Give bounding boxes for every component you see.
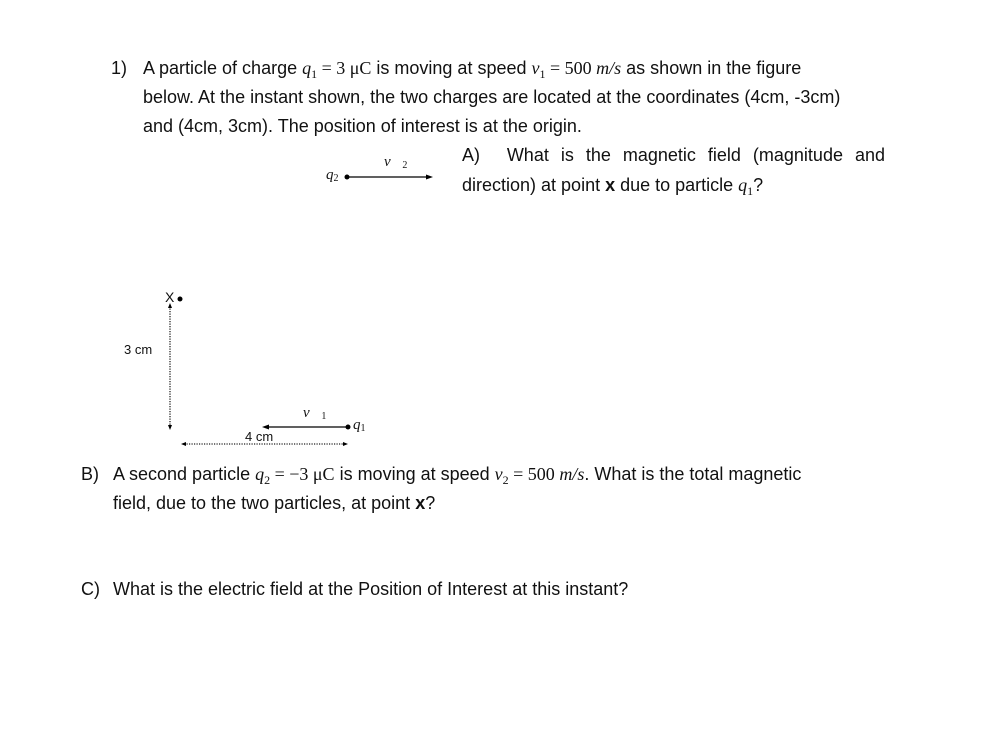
v2-symbol: v — [494, 464, 503, 484]
part-a-line1: A) What is the magnetic field (magnitude and — [462, 145, 885, 165]
part-c-label: C) — [81, 579, 100, 599]
part-a-line2: direction) at point x due to particle $q_1$? — [462, 175, 764, 198]
point-x-ref: x — [415, 493, 426, 513]
horizontal-dimension-label: 4 cm — [245, 429, 274, 444]
q2-value: = −3 μC — [270, 464, 335, 484]
problem-intro-line1: A particle of charge $q_1 = 3$ μC is moving at speed $v_1 = 500$ m/s as shown in the figure — [143, 58, 802, 81]
problem-intro-line2: below. At the instant shown, the two charges are located at the coordinates (4cm, -3cm) — [143, 87, 841, 107]
problem-intro-line3: and (4cm, 3cm). The position of interest is at the origin. — [143, 116, 582, 136]
part-a-label: A) — [462, 145, 480, 165]
point-x-dot — [178, 297, 183, 302]
q2-label: $q_2$ — [326, 167, 339, 184]
q1-symbol: q — [302, 58, 312, 78]
part-b-line2: field, due to the two particles, at point x? — [113, 493, 436, 513]
v1-symbol: v — [531, 58, 540, 78]
q1-value: = 3 μC — [317, 58, 372, 78]
vertical-dimension-label: 3 cm — [124, 342, 153, 357]
part-b-line1: A second particle $q_2 = -3$ μC is moving at speed $v_2 = 500$ m/s. What is the total magnetic — [113, 464, 802, 487]
problem-number: 1) — [111, 58, 128, 78]
part-b-label: B) — [81, 464, 99, 484]
v2-arrowhead — [426, 175, 433, 180]
point-x-ref: x — [605, 175, 616, 195]
v1-label: $v⃗_1$ — [303, 405, 327, 422]
v2-label: $v⃗_2$ — [384, 154, 408, 171]
q1-label: $q_1$ — [353, 417, 366, 434]
part-c-text: What is the electric field at the Position of Interest at this instant? — [113, 579, 629, 599]
q2-symbol: q — [255, 464, 265, 484]
point-x-label: X — [165, 289, 175, 305]
